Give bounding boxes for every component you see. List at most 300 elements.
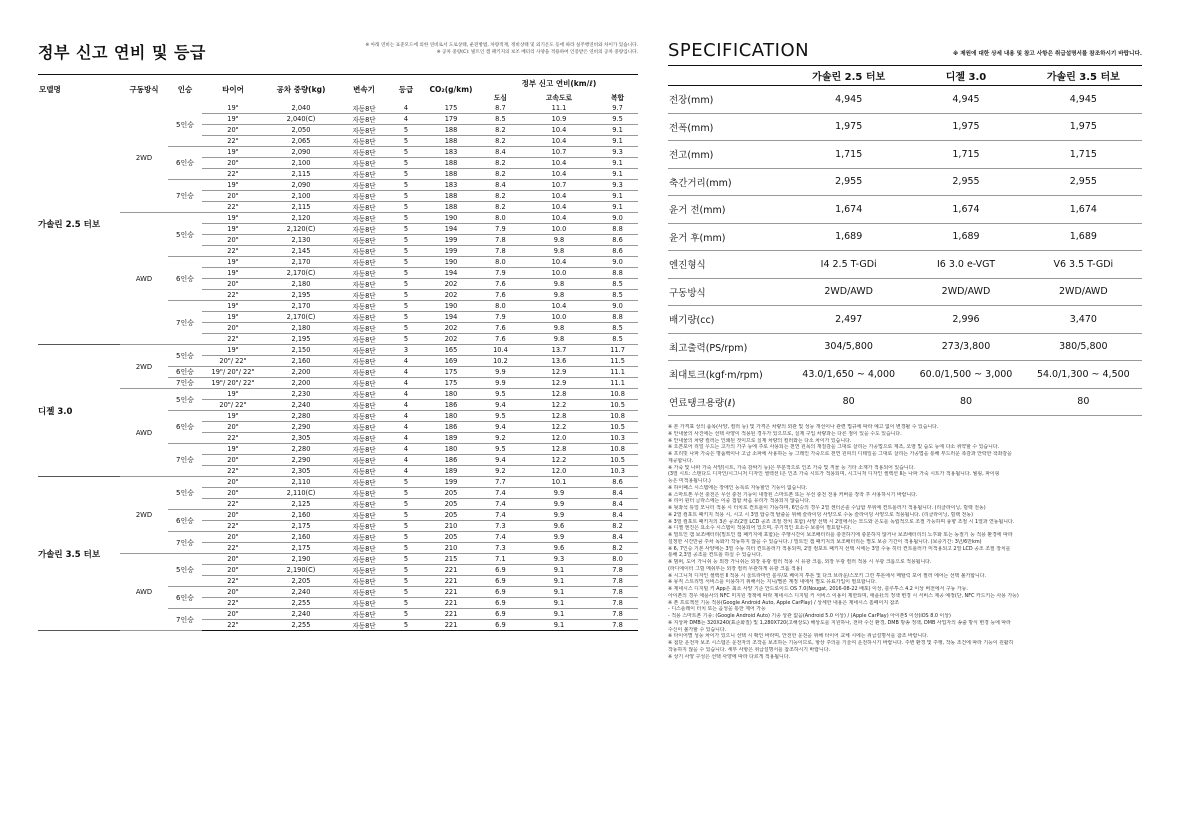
city-cell: 6.9	[480, 587, 521, 598]
co2-cell: 205	[422, 499, 480, 510]
combined-cell: 9.5	[597, 114, 638, 125]
grade-cell: 5	[390, 334, 422, 345]
fuel-notice-line: ※ 공차 중량(C): 빌트인 캠 패키지의 보조 배터리 사양을 적용하여 인증받은 연비의 공차 중량입니다.	[436, 50, 638, 55]
highway-cell: 9.1	[521, 576, 597, 587]
spec-row	[668, 278, 1142, 306]
spec-row	[668, 333, 1142, 361]
highway-cell: 12.9	[521, 367, 597, 378]
co2-cell: 186	[422, 455, 480, 466]
city-cell: 9.4	[480, 455, 521, 466]
spec-value: 80	[907, 388, 1024, 416]
co2-cell: 205	[422, 532, 480, 543]
weight-cell: 2,120(C)	[264, 224, 338, 235]
city-cell: 8.7	[480, 103, 521, 114]
weight-cell: 2,115	[264, 202, 338, 213]
co2-cell: 188	[422, 125, 480, 136]
highway-cell: 9.8	[521, 290, 597, 301]
highway-cell: 10.4	[521, 191, 597, 202]
spec-row	[668, 141, 1142, 169]
spec-value: 2WD/AWD	[907, 278, 1024, 306]
tire-cell: 20"	[202, 455, 264, 466]
co2-cell: 221	[422, 565, 480, 576]
highway-cell: 9.8	[521, 334, 597, 345]
spec-value: 1,689	[1025, 223, 1142, 251]
tire-cell: 19"	[202, 444, 264, 455]
grade-cell: 5	[390, 169, 422, 180]
combined-cell: 8.2	[597, 543, 638, 554]
highway-cell: 13.6	[521, 356, 597, 367]
combined-cell: 9.1	[597, 158, 638, 169]
transmission-cell: 자동8단	[338, 169, 390, 180]
transmission-cell: 자동8단	[338, 191, 390, 202]
combined-cell: 10.5	[597, 455, 638, 466]
spec-table-body	[668, 86, 1142, 416]
note-line: ※ 뮤직 스트리밍 서비스를 이용하기 위해서는 지니/멜론 계정 내에서 별도 유료가입이 필요합니다.	[668, 579, 877, 586]
combined-cell: 8.4	[597, 499, 638, 510]
transmission-cell: 자동8단	[338, 180, 390, 191]
grade-cell: 5	[390, 477, 422, 488]
spec-value: 1,715	[907, 141, 1024, 169]
spec-row	[668, 388, 1142, 416]
seat-count-cell: 6인승	[168, 411, 202, 444]
tire-cell: 20"	[202, 488, 264, 499]
weight-cell: 2,065	[264, 136, 338, 147]
tire-cell: 22"	[202, 169, 264, 180]
tire-cell: 20"	[202, 587, 264, 598]
spec-value: 4,945	[907, 86, 1024, 114]
transmission-cell: 자동8단	[338, 103, 390, 114]
spec-row	[668, 251, 1142, 279]
seat-count-cell: 7인승	[168, 180, 202, 213]
note-line: ※ 가죽 및 나파 가죽 사양(시트, 가죽 감싸기 등)은 부분적으로 인조 가죽 및 직물 등 기타 소재가 적용되어 있습니다.	[668, 464, 915, 471]
co2-cell: 202	[422, 323, 480, 334]
grade-cell: 5	[390, 554, 422, 565]
note-line: ※ 프리밋 나파 가죽은 명품백이나 고급 소파에 사용하는 등 그레인 가죽으로 천연 원피의 디테일을 그대로 살리는 가공법을 통해 부드러운 촉감과 안락한 착좌감을	[668, 451, 1012, 457]
col-city: 도심	[493, 94, 507, 102]
co2-cell: 221	[422, 620, 480, 631]
city-cell: 9.5	[480, 444, 521, 455]
combined-cell: 7.8	[597, 565, 638, 576]
co2-cell: 221	[422, 609, 480, 620]
co2-cell: 194	[422, 268, 480, 279]
city-cell: 7.3	[480, 543, 521, 554]
transmission-cell: 자동8단	[338, 565, 390, 576]
highway-cell: 9.9	[521, 499, 597, 510]
co2-cell: 186	[422, 422, 480, 433]
note-line: ※ 시그니처 디자인 셀렉션 Ⅱ 적용 시 울트라마린 블루/포 베이지 투톤 및 다크 브라운/스모키 그린 투톤에서 메탈릭 포어 필러 에어는 선택 불가합니다.	[668, 572, 987, 579]
highway-cell: 11.1	[521, 103, 597, 114]
tire-cell: 20"	[202, 554, 264, 565]
combined-cell: 8.6	[597, 477, 638, 488]
col-weight: 공차 중량(kg)	[264, 75, 338, 104]
city-cell: 7.1	[480, 554, 521, 565]
table-row	[38, 345, 638, 356]
grade-cell: 5	[390, 532, 422, 543]
spec-value: 1,975	[790, 113, 907, 141]
grade-cell: 5	[390, 158, 422, 169]
note-line: - 디스플레이 터치 또는 음성을 통한 제어 가능	[668, 606, 766, 613]
highway-cell: 12.0	[521, 433, 597, 444]
spec-col-gasoline-35: 가솔린 3.5 터보	[1025, 66, 1142, 86]
grade-cell: 4	[390, 466, 422, 477]
transmission-cell: 자동8단	[338, 576, 390, 587]
highway-cell: 9.8	[521, 279, 597, 290]
spec-row	[668, 223, 1142, 251]
weight-cell: 2,200	[264, 367, 338, 378]
spec-value: 80	[790, 388, 907, 416]
note-line: ※ 안내물의 차량 컬러는 인쇄된 것이므로 실제 차량의 컬러와는 다소 차이가 있습니다.	[668, 437, 852, 444]
col-combined: 복합	[610, 94, 625, 102]
grade-cell: 4	[390, 455, 422, 466]
combined-cell: 9.1	[597, 169, 638, 180]
city-cell: 6.9	[480, 620, 521, 631]
city-cell: 8.0	[480, 213, 521, 224]
spec-col-gasoline-25: 가솔린 2.5 터보	[790, 66, 907, 86]
grade-cell: 4	[390, 389, 422, 400]
note-line: ※ 디젤 엔진은 요소수 시스템이 적용되어 있으며, 주기적인 요소수 보충이 필요합니다.	[668, 525, 852, 532]
weight-cell: 2,115	[264, 169, 338, 180]
col-highway: 고속도로	[545, 94, 573, 102]
transmission-cell: 자동8단	[338, 235, 390, 246]
co2-cell: 205	[422, 510, 480, 521]
transmission-cell: 자동8단	[338, 510, 390, 521]
spec-row	[668, 196, 1142, 224]
highway-cell: 10.7	[521, 147, 597, 158]
grade-cell: 5	[390, 312, 422, 323]
combined-cell: 9.1	[597, 125, 638, 136]
highway-cell: 10.9	[521, 114, 597, 125]
col-drive: 구동방식	[120, 75, 168, 104]
combined-cell: 9.3	[597, 147, 638, 158]
weight-cell: 2,255	[264, 620, 338, 631]
spec-row	[668, 361, 1142, 389]
combined-cell: 8.5	[597, 334, 638, 345]
combined-cell: 8.6	[597, 246, 638, 257]
weight-cell: 2,100	[264, 191, 338, 202]
grade-cell: 5	[390, 576, 422, 587]
combined-cell: 9.0	[597, 301, 638, 312]
spec-value: 4,945	[790, 86, 907, 114]
weight-cell: 2,240	[264, 587, 338, 598]
spec-value: 3,470	[1025, 306, 1142, 334]
weight-cell: 2,180	[264, 323, 338, 334]
grade-cell: 5	[390, 521, 422, 532]
seat-count-cell: 5인승	[168, 213, 202, 257]
transmission-cell: 자동8단	[338, 257, 390, 268]
grade-cell: 5	[390, 246, 422, 257]
grade-cell: 4	[390, 411, 422, 422]
tire-cell: 19"	[202, 257, 264, 268]
spec-value: 2,955	[1025, 168, 1142, 196]
note-line: ※ 오픈포어 리얼 우드는 고가의 가구 등에 주로 사용되는 천연 원목의 재질감을 그대로 살리는 가공법으로 제조, 오염 및 습도 등에 다소 취약할 수 있습니다.	[668, 444, 1000, 451]
city-cell: 8.2	[480, 125, 521, 136]
spec-value: 1,975	[907, 113, 1024, 141]
transmission-cell: 자동8단	[338, 301, 390, 312]
tire-cell: 19"	[202, 345, 264, 356]
transmission-cell: 자동8단	[338, 202, 390, 213]
weight-cell: 2,170	[264, 257, 338, 268]
weight-cell: 2,200	[264, 378, 338, 389]
spec-row	[668, 86, 1142, 114]
highway-cell: 12.9	[521, 378, 597, 389]
spec-value: 1,975	[1025, 113, 1142, 141]
grade-cell: 4	[390, 114, 422, 125]
tire-cell: 20"	[202, 510, 264, 521]
tire-cell: 19"	[202, 147, 264, 158]
city-cell: 9.5	[480, 389, 521, 400]
note-line: ※ 하이패스 시스템에는 장애인 등록로 자동할인 기능이 없습니다.	[668, 484, 808, 491]
spec-value: 2,996	[907, 306, 1024, 334]
combined-cell: 10.5	[597, 422, 638, 433]
grade-cell: 5	[390, 598, 422, 609]
tire-cell: 20"	[202, 191, 264, 202]
weight-cell: 2,160	[264, 510, 338, 521]
spec-row	[668, 306, 1142, 334]
city-cell: 7.9	[480, 224, 521, 235]
highway-cell: 9.8	[521, 323, 597, 334]
transmission-cell: 자동8단	[338, 543, 390, 554]
city-cell: 8.2	[480, 191, 521, 202]
fuel-notice-line: ※ 아래 연비는 표준모드에 의한 연비로서 도로상태, 운전방법, 차량적재, 정비상태 및 외기온도 등에 따라 실주행연비와 차이가 있습니다.	[365, 43, 638, 48]
combined-cell: 9.7	[597, 103, 638, 114]
tire-cell: 19"	[202, 268, 264, 279]
weight-cell: 2,205	[264, 576, 338, 587]
seat-count-cell: 6인승	[168, 257, 202, 301]
note-line: 아이폰의 경우 애플사의 NFC 미지원 정책에 따라 제네시스 디지털 키 서비스 이용이 제한되며, 애플社의 정책 변경 시 서비스 제공 예정(단, NFC 카드키는 사용 가능)	[668, 592, 1019, 599]
combined-cell: 10.8	[597, 411, 638, 422]
col-tire: 타이어	[202, 75, 264, 104]
city-cell: 9.9	[480, 378, 521, 389]
tire-cell: 19"	[202, 213, 264, 224]
combined-cell: 7.8	[597, 609, 638, 620]
col-transmission: 변속기	[338, 75, 390, 104]
transmission-cell: 자동8단	[338, 444, 390, 455]
transmission-cell: 자동8단	[338, 224, 390, 235]
city-cell: 7.4	[480, 532, 521, 543]
co2-cell: 186	[422, 400, 480, 411]
note-line: ※ 지상파 DMB는 320X240(표준화질) 및 1,280X720(고해상도) 해상도를 지원하나, 전파 수신 환경, DMB 방송 정책, DMB 사업자의 송출 방식 변경 등에 따라	[668, 619, 1011, 626]
city-cell: 7.6	[480, 290, 521, 301]
weight-cell: 2,175	[264, 543, 338, 554]
combined-cell: 10.8	[597, 444, 638, 455]
engine-name-cell: 가솔린 3.5 터보	[38, 477, 120, 631]
col-fuel-economy: 정부 신고 연비(km/ℓ)	[480, 75, 638, 92]
co2-cell: 175	[422, 378, 480, 389]
spec-value: 43.0/1,650 ~ 4,000	[790, 361, 907, 389]
spec-col-diesel-30: 디젤 3.0	[907, 66, 1024, 86]
city-cell: 8.0	[480, 257, 521, 268]
spec-value: 2,955	[907, 168, 1024, 196]
co2-cell: 169	[422, 356, 480, 367]
seat-count-cell: 6인승	[168, 587, 202, 609]
transmission-cell: 자동8단	[338, 213, 390, 224]
spec-value: 80	[1025, 388, 1142, 416]
co2-cell: 183	[422, 180, 480, 191]
seat-count-cell: 7인승	[168, 609, 202, 631]
city-cell: 7.6	[480, 334, 521, 345]
note-line: ※ 범퍼, 도어 가니쉬 등 외장 가니쉬는 외장 유광 컬러 적용 시 유광 크롬, 외장 무광 컬러 적용 시 무광 크롬으로 적용됩니다.	[668, 559, 932, 565]
highway-cell: 9.9	[521, 510, 597, 521]
highway-cell: 12.8	[521, 411, 597, 422]
fuel-table-body	[38, 103, 638, 631]
tire-cell: 20"	[202, 477, 264, 488]
grade-cell: 5	[390, 609, 422, 620]
co2-cell: 199	[422, 235, 480, 246]
city-cell: 7.4	[480, 510, 521, 521]
table-row	[38, 389, 638, 400]
spec-value: 4,945	[1025, 86, 1142, 114]
weight-cell: 2,145	[264, 246, 338, 257]
weight-cell: 2,175	[264, 521, 338, 532]
city-cell: 10.4	[480, 345, 521, 356]
weight-cell: 2,090	[264, 180, 338, 191]
grade-cell: 5	[390, 620, 422, 631]
tire-cell: 22"	[202, 433, 264, 444]
highway-cell: 12.2	[521, 422, 597, 433]
weight-cell: 2,160	[264, 356, 338, 367]
highway-cell: 9.8	[521, 246, 597, 257]
spec-value: 1,715	[790, 141, 907, 169]
grade-cell: 5	[390, 279, 422, 290]
note-line: 설정한 시간만큼 주차 녹화가 작동하지 않을 수 있습니다. / 빌트인 캠 패키지의 보조배터리는 별도 보증 기간이 적용됩니다. (보증기간: 3년/6만km)	[668, 538, 982, 545]
highway-cell: 9.6	[521, 543, 597, 554]
note-line: 수신이 불가할 수 있습니다.	[668, 626, 727, 633]
highway-cell: 10.0	[521, 312, 597, 323]
combined-cell: 8.5	[597, 290, 638, 301]
drive-type-cell: AWD	[120, 213, 168, 345]
specification-table	[668, 65, 1142, 416]
tire-cell: 20"	[202, 125, 264, 136]
highway-cell: 9.9	[521, 488, 597, 499]
seat-count-cell: 5인승	[168, 345, 202, 367]
tire-cell: 19"	[202, 312, 264, 323]
combined-cell: 8.4	[597, 488, 638, 499]
combined-cell: 8.2	[597, 521, 638, 532]
fuel-economy-section	[38, 40, 638, 631]
grade-cell: 5	[390, 323, 422, 334]
note-line: ※ 본 가격표 상의 품목(사양, 컬러 등) 및 가격은 차량의 외관 및 성능 개선이나 관련 법규에 따라 예고 없이 변경될 수 있습니다.	[668, 424, 939, 430]
weight-cell: 2,110	[264, 477, 338, 488]
combined-cell: 8.5	[597, 279, 638, 290]
weight-cell: 2,240	[264, 400, 338, 411]
table-row	[38, 477, 638, 488]
spec-value: 2,955	[790, 168, 907, 196]
grade-cell: 5	[390, 213, 422, 224]
spec-notes	[668, 424, 1142, 660]
spec-value: 380/5,800	[1025, 333, 1142, 361]
tire-cell: 22"	[202, 598, 264, 609]
seat-count-cell: 6인승	[168, 147, 202, 180]
transmission-cell: 자동8단	[338, 488, 390, 499]
seat-count-cell: 5인승	[168, 554, 202, 587]
tire-cell: 20"	[202, 323, 264, 334]
highway-cell: 10.1	[521, 477, 597, 488]
co2-cell: 202	[422, 334, 480, 345]
grade-cell: 4	[390, 433, 422, 444]
transmission-cell: 자동8단	[338, 136, 390, 147]
city-cell: 6.9	[480, 576, 521, 587]
spec-value: I6 3.0 e-VGT	[907, 251, 1024, 279]
transmission-cell: 자동8단	[338, 620, 390, 631]
note-line: (라디에이터 그릴 메쉬부는 외장 컬러 무관하게 유광 크롬 적용)	[668, 565, 803, 572]
col-grade: 등급	[390, 75, 422, 104]
city-cell: 9.2	[480, 466, 521, 477]
city-cell: 6.9	[480, 598, 521, 609]
city-cell: 8.0	[480, 301, 521, 312]
highway-cell: 9.9	[521, 532, 597, 543]
co2-cell: 189	[422, 466, 480, 477]
tire-cell: 22"	[202, 576, 264, 587]
transmission-cell: 자동8단	[338, 598, 390, 609]
weight-cell: 2,100	[264, 158, 338, 169]
combined-cell: 9.1	[597, 136, 638, 147]
spec-value: 1,689	[790, 223, 907, 251]
drive-type-cell: AWD	[120, 389, 168, 477]
transmission-cell: 자동8단	[338, 323, 390, 334]
transmission-cell: 자동8단	[338, 609, 390, 620]
city-cell: 7.7	[480, 477, 521, 488]
city-cell: 6.9	[480, 565, 521, 576]
spec-value: 1,689	[907, 223, 1024, 251]
highway-cell: 10.4	[521, 213, 597, 224]
transmission-cell: 자동8단	[338, 466, 390, 477]
grade-cell: 3	[390, 345, 422, 356]
co2-cell: 221	[422, 587, 480, 598]
grade-cell: 5	[390, 136, 422, 147]
transmission-cell: 자동8단	[338, 389, 390, 400]
engine-name-cell: 가솔린 2.5 터보	[38, 103, 120, 345]
co2-cell: 188	[422, 191, 480, 202]
transmission-cell: 자동8단	[338, 532, 390, 543]
weight-cell: 2,290	[264, 455, 338, 466]
transmission-cell: 자동8단	[338, 554, 390, 565]
transmission-cell: 자동8단	[338, 378, 390, 389]
spec-value: 1,715	[1025, 141, 1142, 169]
tire-cell: 20"/ 22"	[202, 400, 264, 411]
city-cell: 8.2	[480, 169, 521, 180]
spec-row	[668, 168, 1142, 196]
transmission-cell: 자동8단	[338, 422, 390, 433]
co2-cell: 202	[422, 279, 480, 290]
co2-cell: 190	[422, 213, 480, 224]
weight-cell: 2,130	[264, 235, 338, 246]
spec-value: 1,674	[790, 196, 907, 224]
highway-cell: 9.1	[521, 620, 597, 631]
spec-value: 2WD/AWD	[790, 278, 907, 306]
grade-cell: 5	[390, 510, 422, 521]
weight-cell: 2,120	[264, 213, 338, 224]
combined-cell: 11.5	[597, 356, 638, 367]
combined-cell: 8.4	[597, 510, 638, 521]
table-row	[38, 103, 638, 114]
co2-cell: 180	[422, 411, 480, 422]
transmission-cell: 자동8단	[338, 521, 390, 532]
grade-cell: 4	[390, 367, 422, 378]
combined-cell: 8.6	[597, 235, 638, 246]
seat-count-cell: 6인승	[168, 367, 202, 378]
tire-cell: 19"/ 20"/ 22"	[202, 378, 264, 389]
city-cell: 7.9	[480, 268, 521, 279]
note-line: ※ 첨단 운전자 보조 시스템은 운전자의 조작을 보조하는 기능이므로, 항상 주의를 기울여 운전하시기 바랍니다. 주변 환경 및 주행, 작동 조건에 따라 기능이 원활히	[668, 640, 1014, 646]
highway-cell: 10.4	[521, 125, 597, 136]
drive-type-cell: 2WD	[120, 477, 168, 554]
city-cell: 8.5	[480, 114, 521, 125]
note-line: ※ 타이어별 성능 차이가 있으니 선택 시 확인 바라며, 안전한 운전을 위해 타이어 교체 시에는 취급설명서를 참조 바랍니다.	[668, 633, 929, 640]
highway-cell: 10.0	[521, 268, 597, 279]
specification-notice: ※ 제원에 대한 상세 내용 및 참고 사항은 취급설명서를 참조하시기 바랍니다.	[952, 51, 1142, 57]
highway-cell: 9.1	[521, 565, 597, 576]
transmission-cell: 자동8단	[338, 356, 390, 367]
